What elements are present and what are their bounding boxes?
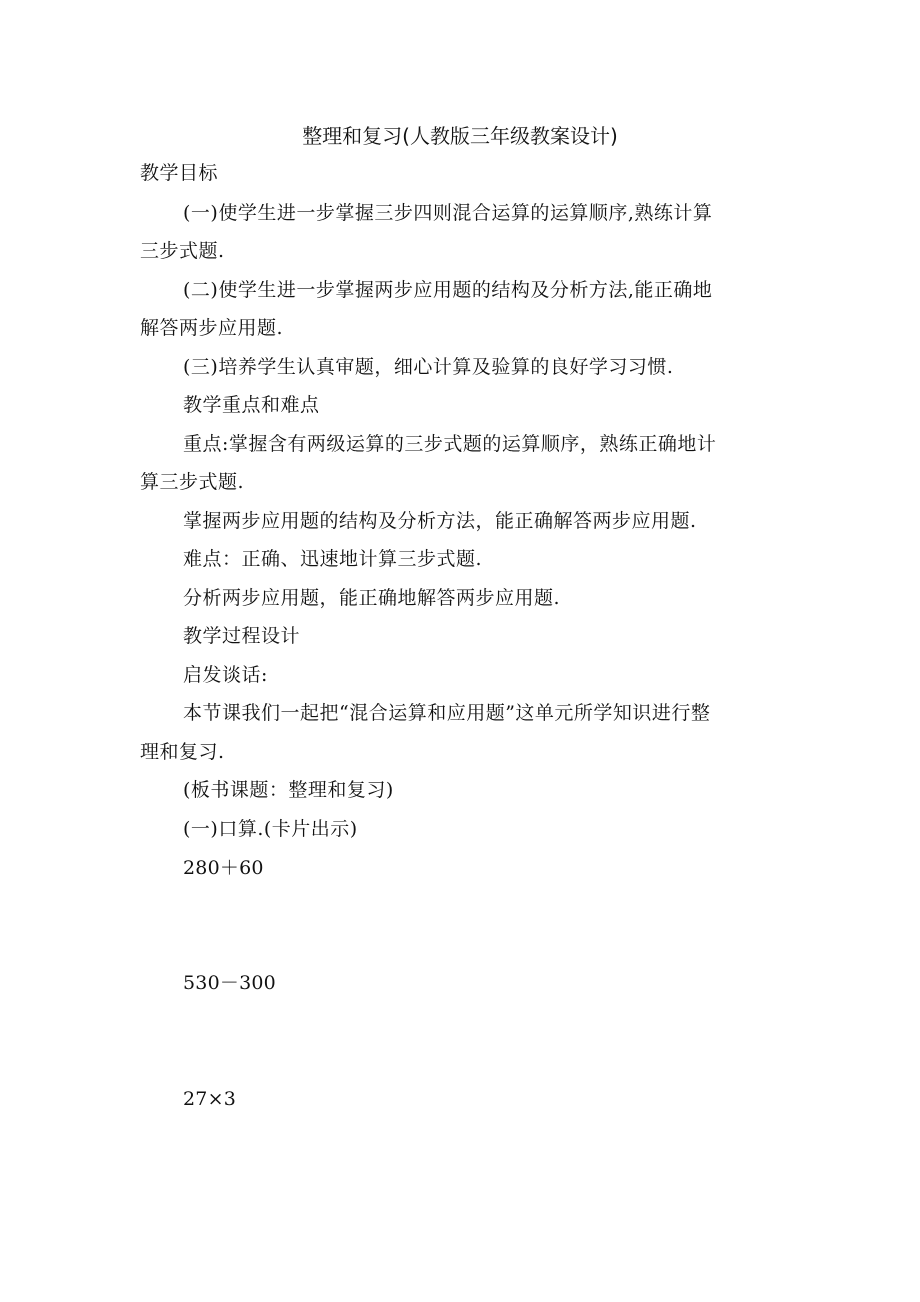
difficulty-1: 难点：正确、迅速地计算三步式题. (183, 548, 483, 570)
key-point-2: 掌握两步应用题的结构及分析方法，能正确解答两步应用题. (183, 510, 697, 532)
intro-talk-line-2: 理和复习. (140, 741, 225, 763)
oral-calc-heading: (一)口算.(卡片出示) (183, 818, 358, 840)
goal-1-line-2: 三步式题. (140, 240, 225, 262)
section-heading-key-points: 教学重点和难点 (183, 394, 320, 416)
section-heading-teaching-goals: 教学目标 (140, 162, 219, 184)
oral-calc-item-3: 27×3 (183, 1088, 236, 1110)
goal-2-line-2: 解答两步应用题. (140, 317, 284, 339)
difficulty-2: 分析两步应用题，能正确地解答两步应用题. (183, 587, 561, 609)
intro-talk-line-1: 本节课我们一起把“混合运算和应用题”这单元所学知识进行整 (183, 702, 711, 724)
section-heading-process: 教学过程设计 (183, 625, 301, 647)
key-point-line-2: 算三步式题. (140, 471, 245, 493)
intro-talk-label: 启发谈话: (183, 664, 268, 686)
goal-3: (三)培养学生认真审题，细心计算及验算的良好学习习惯. (183, 356, 674, 378)
oral-calc-item-1: 280＋60 (183, 857, 264, 879)
board-title-note: (板书课题：整理和复习) (183, 779, 394, 801)
goal-2-line-1: (二)使学生进一步掌握两步应用题的结构及分析方法,能正确地 (183, 279, 713, 301)
goal-1-line-1: (一)使学生进一步掌握三步四则混合运算的运算顺序,熟练计算 (183, 202, 713, 224)
key-point-line-1: 重点:掌握含有两级运算的三步式题的运算顺序，熟练正确地计 (183, 433, 717, 455)
oral-calc-item-2: 530－300 (183, 972, 276, 994)
document-title: 整理和复习(人教版三年级教案设计) (302, 124, 618, 148)
